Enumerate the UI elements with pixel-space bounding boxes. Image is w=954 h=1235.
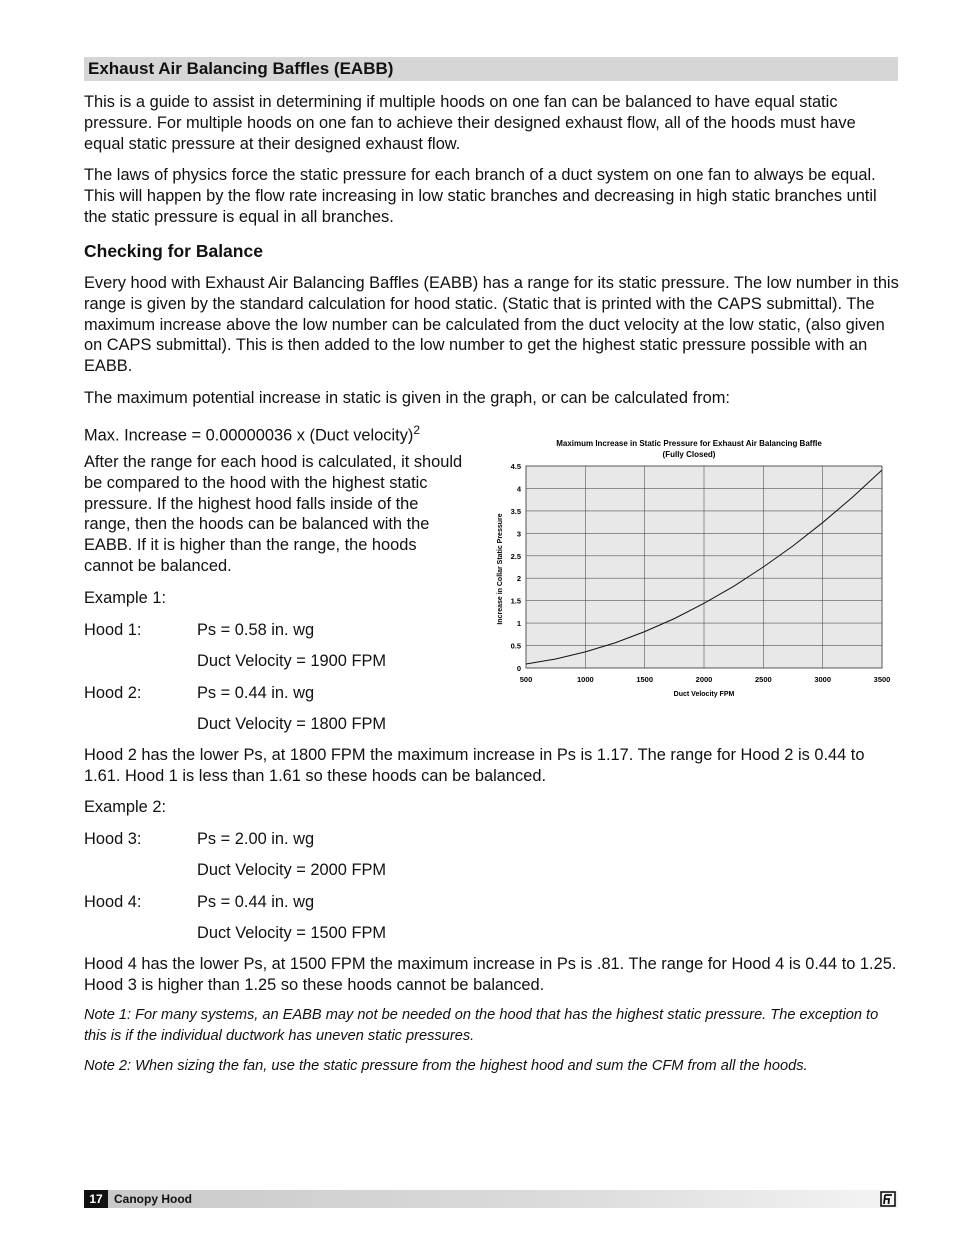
- example-1-label: Example 1:: [84, 589, 166, 607]
- x-tick-label: 2500: [754, 675, 772, 684]
- section-title: Exhaust Air Balancing Baffles (EABB): [88, 59, 394, 78]
- hood-4-label: Hood 4:: [84, 893, 142, 911]
- chart-subtitle: (Fully Closed): [662, 450, 716, 459]
- x-tick-label: 2000: [695, 675, 713, 684]
- footer-title: Canopy Hood: [114, 1192, 192, 1206]
- greenheck-logo-icon: [880, 1191, 896, 1207]
- checking-paragraph-2: The maximum potential increase in static is given in the graph, or can be calculated from:: [84, 389, 730, 407]
- checking-heading: Checking for Balance: [84, 241, 263, 261]
- section-header-bar: [84, 57, 898, 81]
- example-2-label: Example 2:: [84, 798, 166, 816]
- checking-paragraph-3: After the range for each hood is calculated, it should be compared to the hood with the highest static pressure. If the highest hood falls inside of the range, then the hoods can be balanced with the EABB. If it is higher than the range, the hoods cannot be balanced.: [84, 453, 463, 575]
- note-1: Note 1: For many systems, an EABB may not be needed on the hood that has the highest static pressure. The exception to this is if the individual ductwork has uneven static pressures.: [84, 1007, 879, 1044]
- x-axis-label: Duct Velocity FPM: [673, 691, 735, 698]
- chart-title: Maximum Increase in Static Pressure for Exhaust Air Balancing Baffle: [556, 439, 822, 448]
- hood-3-velocity: Duct Velocity = 2000 FPM: [197, 861, 387, 879]
- hood-1-label: Hood 1:: [84, 621, 142, 639]
- y-tick-label: 4.5: [510, 462, 521, 471]
- y-tick-label: 3: [516, 529, 521, 539]
- x-tick-label: 3500: [873, 675, 891, 684]
- y-tick-label: 0.5: [510, 641, 521, 651]
- checking-paragraph-1: Every hood with Exhaust Air Balancing Baffles (EABB) has a range for its static pressure. The low number in this range is given by the standard calculation for hood static. (Static that is printed with the CAPS submittal). The maximum increase above the low number can be calculated from the duct velocity at the low static, (also given on CAPS submittal). This is then added to the low number to get the highest static pressure possible with an EABB.: [84, 274, 899, 376]
- hood-1-ps: Ps = 0.58 in. wg: [197, 621, 315, 639]
- y-tick-label: 3.5: [510, 506, 521, 516]
- hood-3-ps: Ps = 2.00 in. wg: [197, 830, 315, 848]
- x-tick-label: 500: [519, 675, 533, 684]
- y-tick-label: 2: [516, 574, 521, 584]
- x-tick-label: 1000: [576, 675, 594, 684]
- hood-4-velocity: Duct Velocity = 1500 FPM: [197, 924, 387, 942]
- example-2-result: Hood 4 has the lower Ps, at 1500 FPM the maximum increase in Ps is .81. The range for Hood 4 is 0.44 to 1.25. Hood 3 is higher than 1.25 so these hoods cannot be balanced.: [84, 955, 897, 994]
- hood-4-ps: Ps = 0.44 in. wg: [197, 893, 315, 911]
- hood-2-velocity: Duct Velocity = 1800 FPM: [197, 715, 387, 733]
- y-axis-ticks: [511, 462, 522, 673]
- example-1-result: Hood 2 has the lower Ps, at 1800 FPM the maximum increase in Ps is 1.17. The range for Hood 2 is 0.44 to 1.61. Hood 1 is less than 1.61 so these hoods can be balanced.: [84, 746, 865, 785]
- x-tick-label: 3000: [814, 675, 832, 684]
- y-tick-label: 1: [516, 619, 521, 629]
- formula-exponent: 2: [413, 423, 421, 437]
- y-tick-label: 4: [516, 484, 521, 494]
- y-axis-label: Increase in Collar Static Pressure: [497, 513, 504, 625]
- note-2: Note 2: When sizing the fan, use the static pressure from the highest hood and sum the CFM from all the hoods.: [84, 1058, 808, 1074]
- y-tick-label: 2.5: [510, 551, 521, 561]
- y-tick-label: 0: [516, 664, 521, 673]
- formula-text: Max. Increase = 0.00000036 x (Duct velocity): [84, 426, 414, 445]
- static-pressure-chart: [490, 432, 900, 702]
- footer-bar: [84, 1190, 898, 1208]
- x-tick-label: 1500: [636, 675, 654, 684]
- hood-1-velocity: Duct Velocity = 1900 FPM: [197, 652, 387, 670]
- page-number: 17: [84, 1190, 108, 1208]
- intro-paragraph-1: This is a guide to assist in determining if multiple hoods on one fan can be balanced to have equal static pressure. For multiple hoods on one fan to achieve their designed exhaust flow, all of the hoods must have equal static pressure at their designed exhaust flow.: [84, 93, 856, 153]
- x-axis-ticks: [520, 675, 891, 684]
- y-tick-label: 1.5: [510, 596, 521, 606]
- hood-2-ps: Ps = 0.44 in. wg: [197, 684, 315, 702]
- hood-3-label: Hood 3:: [84, 830, 142, 848]
- intro-paragraph-2: The laws of physics force the static pressure for each branch of a duct system on one fan to always be equal. This will happen by the flow rate increasing in low static branches and decreasing in high static branches until the static pressure is equal in all branches.: [84, 166, 877, 226]
- formula: [84, 420, 469, 446]
- hood-2-label: Hood 2:: [84, 684, 142, 702]
